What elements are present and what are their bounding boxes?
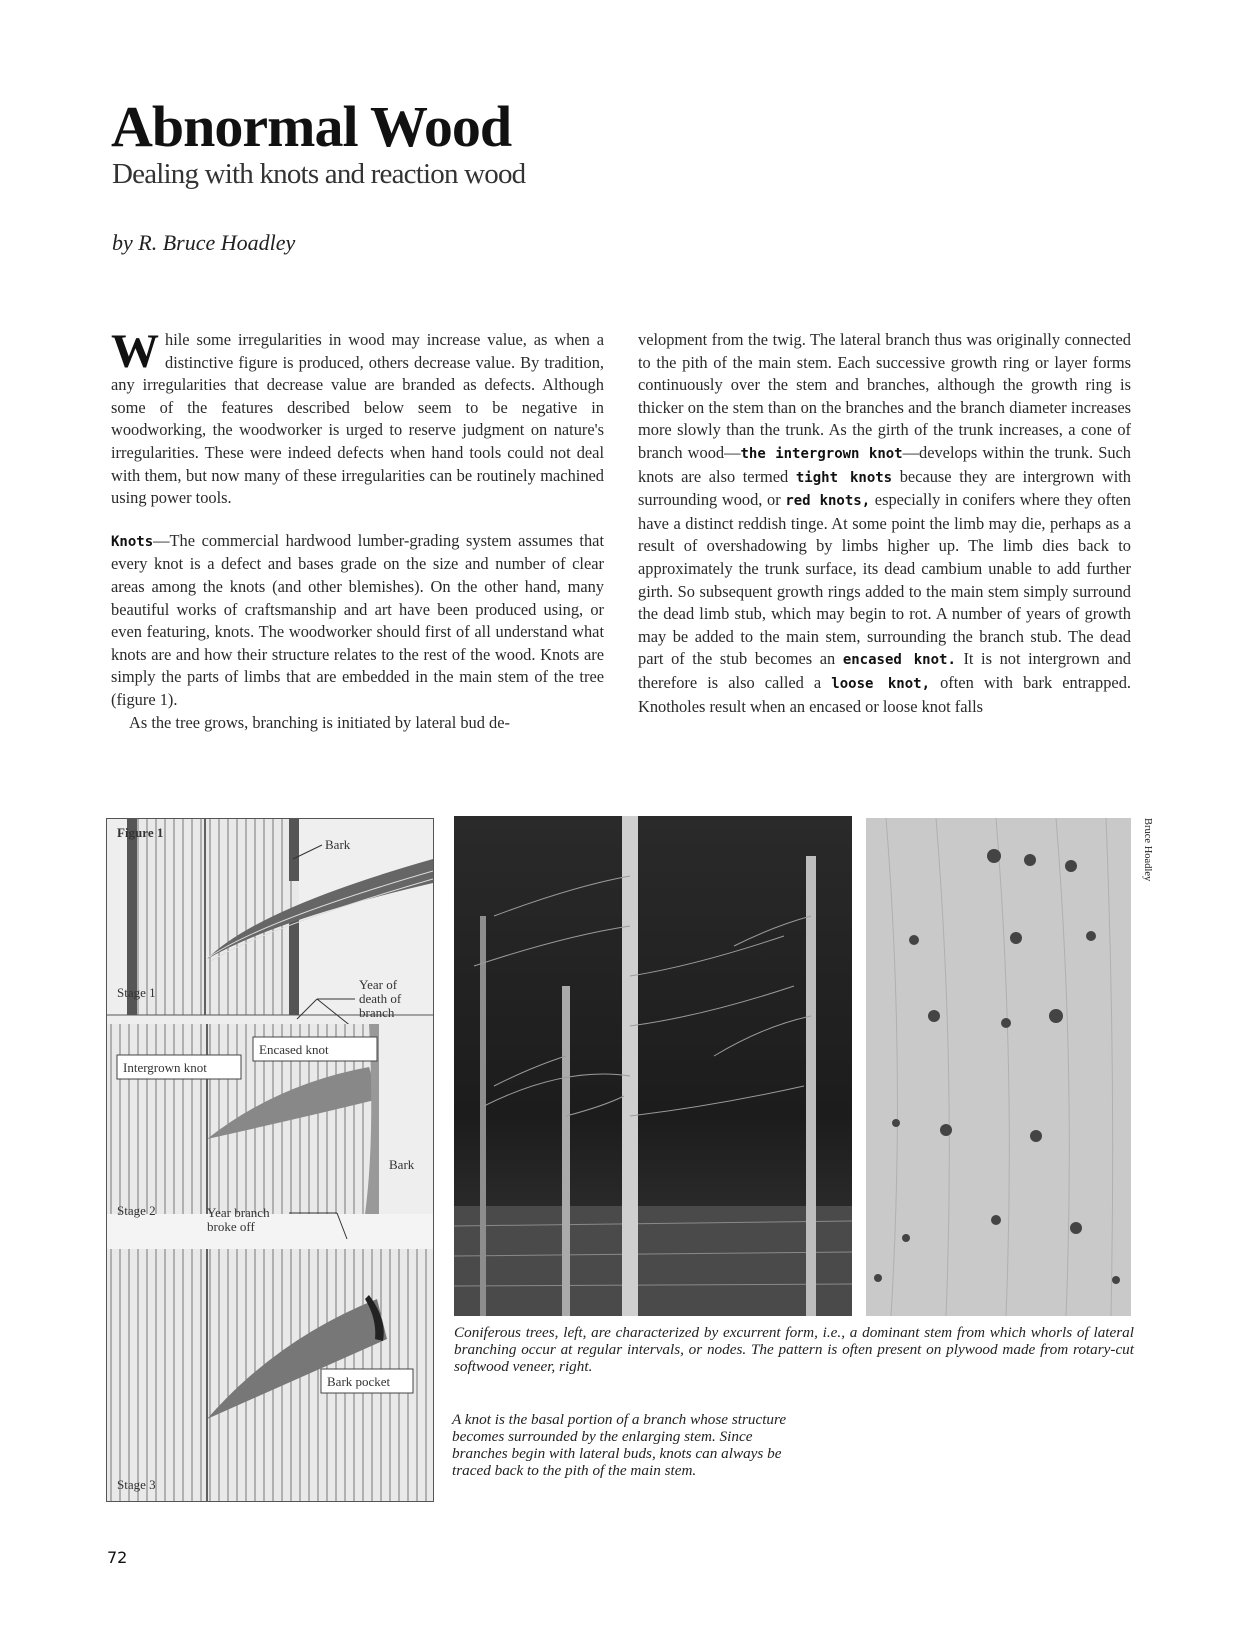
growth-paragraph: As the tree grows, branching is initiated by lateral bud de- bbox=[129, 712, 510, 732]
text-run: —develops within the trunk. Such knots are also termed bbox=[638, 442, 1131, 486]
term-red-knots: red knots, bbox=[785, 493, 871, 510]
label-bark-2: Bark bbox=[389, 1157, 415, 1172]
label-stage-1: Stage 1 bbox=[117, 985, 156, 1000]
article-subtitle: Dealing with knots and reaction wood bbox=[112, 158, 526, 190]
figure-1-diagram bbox=[106, 818, 434, 1502]
text-run: It is not intergrown and therefore is also called a bbox=[638, 649, 1131, 692]
intro-text: hile some irregularities in wood may increase value, as when a distinctive figure is produced, others decrease value. By tradition, any irregularities that decrease value are branded as defects. Although some of the features described below seem to be negative in woodworking, the woodworker is urged to reserve judgment on nature's irregularities. These were indeed defects when hand tools could not deal with them, but now many of these irregularities can be routinely machined using power tools. bbox=[111, 330, 604, 508]
label-intergrown-knot: Intergrown knot bbox=[123, 1060, 207, 1075]
label-year-broke-1: Year branch bbox=[207, 1205, 270, 1220]
figure-caption: A knot is the basal portion of a branch whose structure becomes surrounded by the enlarging stem. Since branches begin with lateral buds, knots can always be traced back to the pith of the main stem. bbox=[452, 1411, 787, 1479]
label-stage-3: Stage 3 bbox=[117, 1477, 156, 1492]
byline: by R. Bruce Hoadley bbox=[112, 230, 296, 255]
label-bark-pocket: Bark pocket bbox=[327, 1374, 391, 1389]
text-run: because they are intergrown with surrounding wood, or bbox=[638, 466, 1132, 510]
knots-text: —The commercial hardwood lumber-grading system assumes that every knot is a defect and bases grade on the size and number of clear areas among the knots (and other blemishes). On the other hand, many beautiful works of craftsmanship and art have been produced using, or even featuring, knots. The woodworker should first of all understand what knots are and how their structure relates to the rest of the wood. Knots are simply the parts of limbs that are embedded in the main stem of the tree (figure 1). bbox=[111, 530, 604, 709]
text-column-left bbox=[111, 325, 604, 734]
text-run: velopment from the twig. The lateral branch thus was originally connected to the pith of the main stem. Each successive growth ring or layer forms continuously over the stem and branches, although the growth ring is thicker on the stem than on the branches and the branch diameter increases more slowly than the trunk. As the girth of the trunk increases, a cone of branch wood— bbox=[638, 330, 1131, 462]
term-intergrown-knot: the intergrown knot bbox=[740, 445, 903, 462]
knots-paragraph bbox=[111, 530, 604, 712]
term-loose-knot: loose knot, bbox=[831, 675, 930, 692]
plywood-photo bbox=[866, 818, 1131, 1316]
conifer-trees-photo bbox=[454, 816, 852, 1316]
label-stage-2: Stage 2 bbox=[117, 1203, 156, 1218]
figure-title: Figure 1 bbox=[117, 825, 164, 840]
text-run: especially in conifers where they often have a distinct reddish tinge. At some point the limb may die, perhaps as a result of overshadowing by limbs higher up. The limb dies back to approximately the trunk surface, its dead cambium unable to add further girth. So subsequent growth rings added to the main stem simply surround the dead limb stub, which may begin to rot. A number of years of growth may be added to the main stem, surrounding the branch stub. The dead part of the stub becomes an bbox=[638, 490, 1132, 669]
knots-heading: Knots bbox=[111, 533, 154, 550]
photo-credit: Bruce Hoadley bbox=[1142, 818, 1153, 882]
label-year-death-2: death of bbox=[359, 991, 402, 1006]
continued-paragraph bbox=[638, 329, 1131, 718]
text-column-right bbox=[638, 329, 1131, 718]
page-number: 72 bbox=[107, 1548, 128, 1567]
photo-caption: Coniferous trees, left, are characterized by excurrent form, i.e., a dominant stem from which whorls of lateral branching occur at regular intervals, or nodes. The pattern is often present on plywood made from rotary-cut softwood veneer, right. bbox=[454, 1324, 1134, 1375]
term-tight-knots: tight knots bbox=[795, 469, 893, 486]
label-year-death-1: Year of bbox=[359, 977, 398, 992]
label-year-death-3: branch bbox=[359, 1005, 395, 1020]
term-encased-knot: encased knot. bbox=[842, 652, 956, 669]
label-bark-1: Bark bbox=[325, 837, 351, 852]
label-encased-knot: Encased knot bbox=[259, 1042, 329, 1057]
intro-paragraph bbox=[111, 325, 604, 510]
label-year-broke-2: broke off bbox=[207, 1219, 255, 1234]
article-title: Abnormal Wood bbox=[111, 94, 512, 159]
drop-cap: W bbox=[111, 325, 159, 378]
text-run: often with bark entrapped. Knotholes result when an encased or loose knot falls bbox=[638, 672, 1131, 716]
